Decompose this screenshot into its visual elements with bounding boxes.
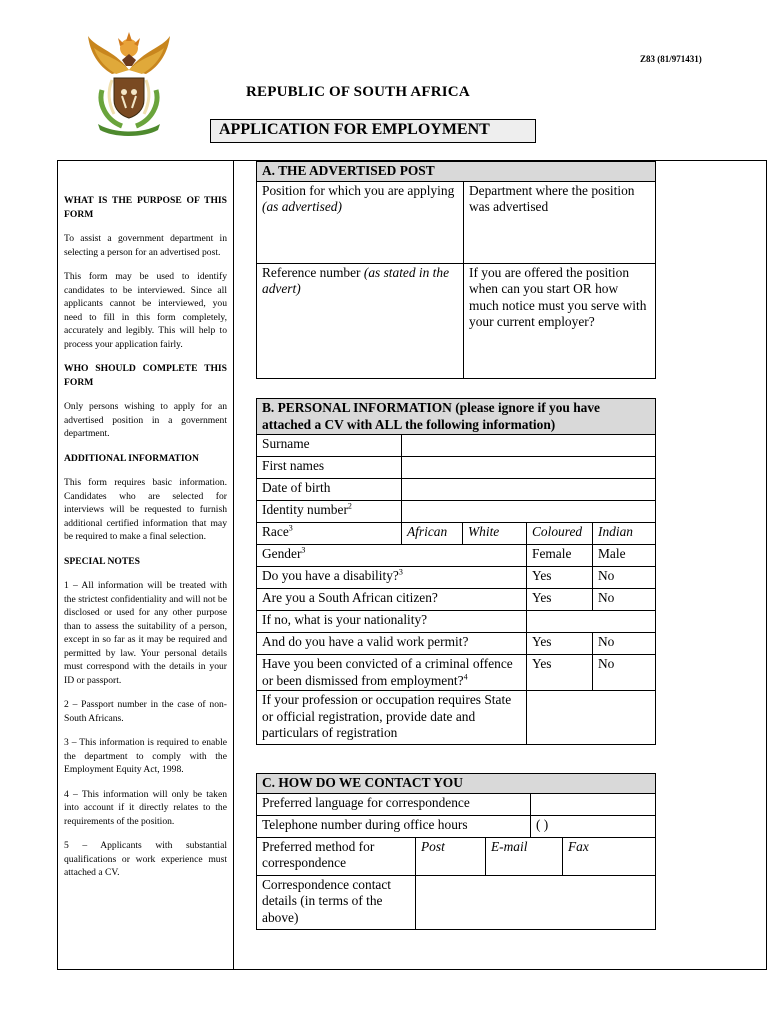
purpose-heading: WHAT IS THE PURPOSE OF THIS FORM [64, 195, 227, 220]
race-option-coloured[interactable]: Coloured [527, 523, 593, 545]
disability-yes[interactable]: Yes [527, 567, 593, 589]
coat-of-arms-logo [84, 30, 174, 136]
contact-details-label: Correspondence contact details (in terms of the above) [257, 875, 416, 929]
race-cell [257, 523, 402, 545]
additional-heading: ADDITIONAL INFORMATION [64, 452, 199, 464]
special-note-1: 1 – All information will be treated with the strictest confidentiality and will not be disclosed or used for any other purpose than to assess the suitability of a person, except in so far as it may be required and permitted by law. Your personal details must correspond with the details in your ID or passport. [64, 580, 227, 686]
registration-input[interactable] [527, 691, 656, 745]
id-number-label: Identity number [262, 502, 348, 517]
id-number-cell [257, 501, 402, 523]
citizen-yes[interactable]: Yes [527, 589, 593, 611]
position-field[interactable] [257, 181, 464, 263]
telephone-input[interactable]: ( ) [531, 815, 656, 837]
convicted-footnote: 4 [463, 672, 468, 682]
disability-footnote: 3 [398, 567, 403, 577]
method-label: Preferred method for correspondence [257, 837, 416, 875]
work-permit-no[interactable]: No [593, 633, 656, 655]
section-b-heading: B. PERSONAL INFORMATION (please ignore if you have attached a CV with ALL the following information) [257, 399, 656, 435]
who-heading: WHO SHOULD COMPLETE THIS FORM [64, 363, 227, 388]
gender-option-female[interactable]: Female [527, 545, 593, 567]
surname-input[interactable] [402, 435, 656, 457]
race-option-white[interactable]: White [463, 523, 527, 545]
citizen-label: Are you a South African citizen? [257, 589, 527, 611]
additional-paragraph: This form requires basic information. Candidates who are selected for interviews will be requested to furnish additional certified information that may be required to make a final selection. [64, 477, 227, 542]
special-note-4: 4 – This information will only be taken into account if it directly relates to the requirements of the position. [64, 788, 227, 827]
telephone-label: Telephone number during office hours [257, 815, 531, 837]
form-number: Z83 (81/971431) [640, 54, 702, 64]
reference-label: Reference number [262, 264, 361, 280]
language-input[interactable] [531, 793, 656, 815]
disability-label: Do you have a disability? [262, 568, 399, 583]
work-permit-yes[interactable]: Yes [527, 633, 593, 655]
method-option-email[interactable]: E-mail [486, 837, 563, 875]
id-number-footnote: 2 [347, 501, 352, 511]
gender-cell [257, 545, 527, 567]
nationality-label: If no, what is your nationality? [257, 611, 527, 633]
special-note-5: 5 – Applicants with substantial qualifications or work experience must attached a CV. [64, 840, 227, 878]
convicted-no[interactable]: No [593, 655, 656, 691]
convicted-cell [257, 655, 527, 691]
gender-footnote: 3 [301, 545, 306, 555]
race-footnote: 3 [288, 523, 293, 533]
guidance-sidebar [64, 194, 227, 891]
id-number-input[interactable] [402, 501, 656, 523]
dob-label: Date of birth [257, 479, 402, 501]
department-field[interactable] [464, 181, 656, 263]
method-option-fax[interactable]: Fax [563, 837, 656, 875]
notice-label: If you are offered the position when can you start OR how much notice must you serve with your current employer? [469, 264, 647, 329]
position-label: Position for which you are applying [262, 182, 455, 198]
column-divider [233, 160, 234, 970]
section-c-heading: C. HOW DO WE CONTACT YOU [257, 774, 656, 794]
race-option-african[interactable]: African [402, 523, 463, 545]
registration-label: If your profession or occupation requires State or official registration, provide date and particulars of registration [257, 691, 527, 745]
disability-no[interactable]: No [593, 567, 656, 589]
convicted-yes[interactable]: Yes [527, 655, 593, 691]
purpose-paragraph-1: To assist a government department in selecting a person for an advertised post. [64, 233, 227, 258]
first-names-label: First names [257, 457, 402, 479]
method-option-post[interactable]: Post [416, 837, 486, 875]
reference-field[interactable] [257, 263, 464, 378]
purpose-paragraph-2: This form may be used to identify candidates to be interviewed. Since all applicants cannot be interviewed, you need to fill in this form completely, accurately and legibly. This will help to process your application fairly. [64, 271, 227, 350]
section-c-contact [256, 773, 656, 930]
contact-details-input[interactable] [416, 875, 656, 929]
who-paragraph: Only persons wishing to apply for an advertised position in a government department. [64, 401, 227, 439]
special-note-2: 2 – Passport number in the case of non-South Africans. [64, 699, 227, 724]
citizen-no[interactable]: No [593, 589, 656, 611]
position-note: (as advertised) [262, 199, 342, 214]
page-title: APPLICATION FOR EMPLOYMENT [210, 119, 536, 143]
reference-note: (as stated in the advert) [262, 264, 450, 296]
first-names-input[interactable] [402, 457, 656, 479]
section-b-personal-information [256, 398, 656, 745]
special-notes-heading: SPECIAL NOTES [64, 555, 140, 567]
nationality-input[interactable] [527, 611, 656, 633]
republic-heading: REPUBLIC OF SOUTH AFRICA [246, 84, 470, 100]
convicted-label: Have you been convicted of a criminal offence or been dismissed from employment? [262, 656, 513, 688]
race-label: Race [262, 524, 289, 539]
race-option-indian[interactable]: Indian [593, 523, 656, 545]
notice-field[interactable] [464, 263, 656, 378]
section-a-heading: A. THE ADVERTISED POST [257, 162, 656, 182]
dob-input[interactable] [402, 479, 656, 501]
special-note-3: 3 – This information is required to enable the department to comply with the Employment Equity Act, 1998. [64, 737, 227, 775]
work-permit-label: And do you have a valid work permit? [257, 633, 527, 655]
department-label: Department where the position was advertised [469, 182, 635, 214]
surname-label: Surname [257, 435, 402, 457]
gender-option-male[interactable]: Male [593, 545, 656, 567]
section-a-advertised-post [256, 161, 656, 379]
gender-label: Gender [262, 546, 302, 561]
language-label: Preferred language for correspondence [257, 793, 531, 815]
disability-cell [257, 567, 527, 589]
